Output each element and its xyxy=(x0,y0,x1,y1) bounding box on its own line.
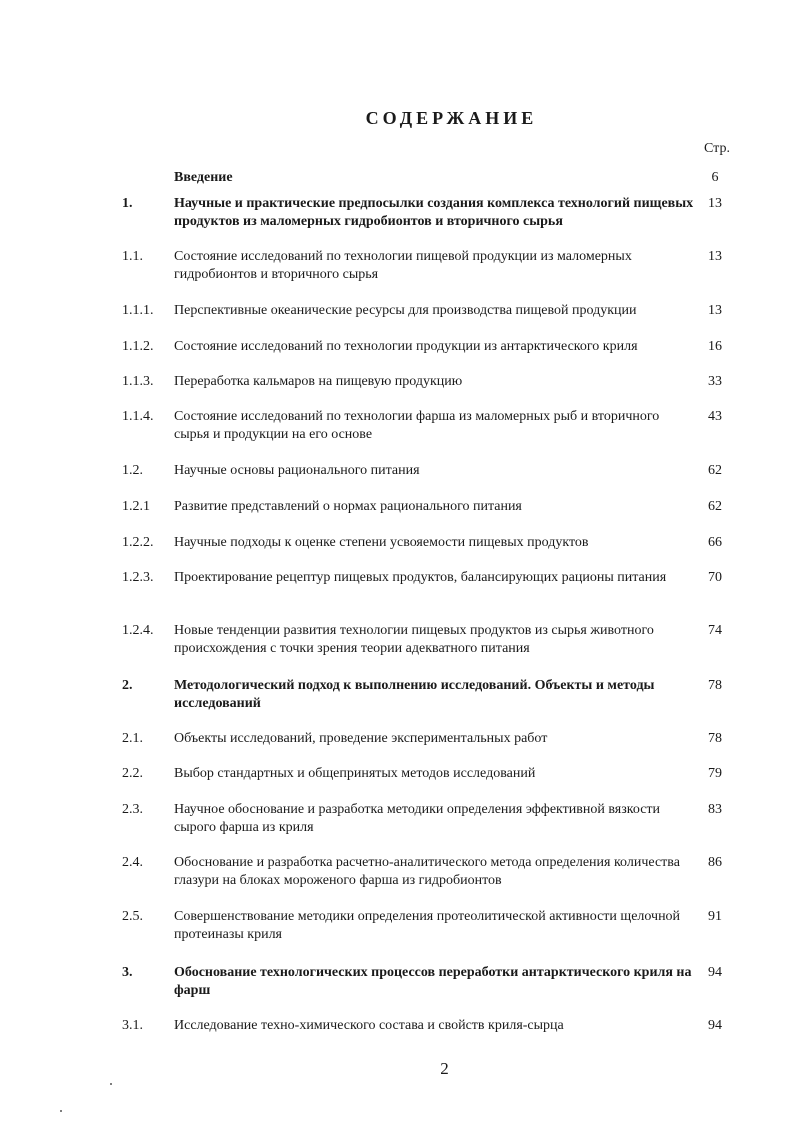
toc-entry-page: 94 xyxy=(708,1018,722,1033)
toc-entry-page: 33 xyxy=(708,374,722,389)
toc-entry-page: 78 xyxy=(708,678,722,693)
toc-entry-title: Объекты исследований, проведение экспериментальных работ xyxy=(174,731,548,746)
toc-entry-number: 2.1. xyxy=(122,731,143,746)
toc-entry-number: 1.1.3. xyxy=(122,374,154,389)
toc-entry-title: Научные и практические предпосылки создания комплекса технологий пищевых продуктов из маломерных гидробионтов и вторичного сырья xyxy=(174,196,694,229)
toc-entry-page: 16 xyxy=(708,339,722,354)
toc-entry-page: 62 xyxy=(708,499,722,514)
toc-entry-title: Научные подходы к оценке степени усвояемости пищевых продуктов xyxy=(174,535,589,550)
toc-entry-number: 2. xyxy=(122,678,133,693)
toc-entry-number: 1.1.2. xyxy=(122,339,154,354)
toc-entry-number: 2.2. xyxy=(122,766,143,781)
toc-entry-title: Обоснование технологических процессов переработки антарктического криля на фарш xyxy=(174,965,692,998)
toc-entry-title: Выбор стандартных и общепринятых методов исследований xyxy=(174,766,536,781)
toc-entry-page: 43 xyxy=(708,409,722,424)
toc-entry-title: Научное обоснование и разработка методики определения эффективной вязкости сырого фарша из криля xyxy=(174,802,661,835)
toc-entry-page: 94 xyxy=(708,965,722,980)
toc-entry-number: 1.1. xyxy=(122,249,143,264)
toc-entry-title: Состояние исследований по технологии фарша из маломерных рыб и вторичного сырья и продукции на его основе xyxy=(174,409,660,442)
toc-entry-number: 1.2.4. xyxy=(122,623,154,638)
toc-entry-title: Методологический подход к выполнению исследований. Объекты и методы исследований xyxy=(174,678,655,711)
toc-entry-page: 6 xyxy=(711,170,719,185)
toc-entry-page: 86 xyxy=(708,855,722,870)
toc-entry-number: 1.2.3. xyxy=(122,570,154,585)
toc-entry-title: Исследование техно-химического состава и свойств криля-сырца xyxy=(174,1018,564,1033)
toc-entry-title: Развитие представлений о нормах рационального питания xyxy=(174,499,522,514)
toc-entry-page: 13 xyxy=(708,196,722,211)
toc-entry-page: 78 xyxy=(708,731,722,746)
toc-entry-page: 66 xyxy=(708,535,722,550)
toc-entry-number: 1. xyxy=(122,196,133,211)
toc-entry-number: 1.2.1 xyxy=(122,499,150,514)
toc-entry-title: Научные основы рационального питания xyxy=(174,463,420,478)
toc-entry-title: Состояние исследований по технологии пищевой продукции из маломерных гидробионтов и вторичного сырья xyxy=(174,249,632,282)
toc-entry-number: 1.1.1. xyxy=(122,303,154,318)
toc-entry-page: 70 xyxy=(708,570,722,585)
toc-entry-page: 83 xyxy=(708,802,722,817)
toc-entry-number: 2.4. xyxy=(122,855,143,870)
toc-entry-number: 2.5. xyxy=(122,909,143,924)
toc-entry-title: Проектирование рецептур пищевых продуктов, балансирующих рационы питания xyxy=(174,570,667,585)
toc-entry-page: 74 xyxy=(708,623,722,638)
page-number: 2 xyxy=(440,1059,449,1078)
toc-entry-page: 79 xyxy=(708,766,722,781)
scan-speck xyxy=(110,1083,112,1085)
scan-speck xyxy=(60,1110,62,1112)
toc-entry-page: 62 xyxy=(708,463,722,478)
toc-entry-page: 91 xyxy=(708,909,722,924)
toc-entry-title: Совершенствование методики определения протеолитической активности щелочной протеиназы криля xyxy=(174,909,681,942)
toc-entry-page: 13 xyxy=(708,249,722,264)
toc-entry-title: Обоснование и разработка расчетно-аналитического метода определения количества глазури на блоках мороженого фарша из гидробионтов xyxy=(174,855,680,888)
toc-entry-number: 3. xyxy=(122,965,133,980)
toc-entry-number: 1.2.2. xyxy=(122,535,154,550)
toc-entry-title: Состояние исследований по технологии продукции из антарктического криля xyxy=(174,339,638,354)
toc-entry-page: 13 xyxy=(708,303,722,318)
toc-entry-number: 1.2. xyxy=(122,463,143,478)
toc-entry-number: 2.3. xyxy=(122,802,143,817)
toc-entry-title: Перспективные океанические ресурсы для производства пищевой продукции xyxy=(174,303,637,318)
page-title: СОДЕРЖАНИЕ xyxy=(365,108,538,128)
toc-entry-title: Новые тенденции развития технологии пищевых продуктов из сырья животного происхождения с точки зрения теории адекватного питания xyxy=(174,623,654,656)
toc-entry-number: 1.1.4. xyxy=(122,409,154,424)
toc-entry-title: Введение xyxy=(174,170,233,185)
toc-entry-title: Переработка кальмаров на пищевую продукцию xyxy=(174,374,463,389)
page-column-header: Стр. xyxy=(704,141,730,156)
toc-entry-number: 3.1. xyxy=(122,1018,143,1033)
